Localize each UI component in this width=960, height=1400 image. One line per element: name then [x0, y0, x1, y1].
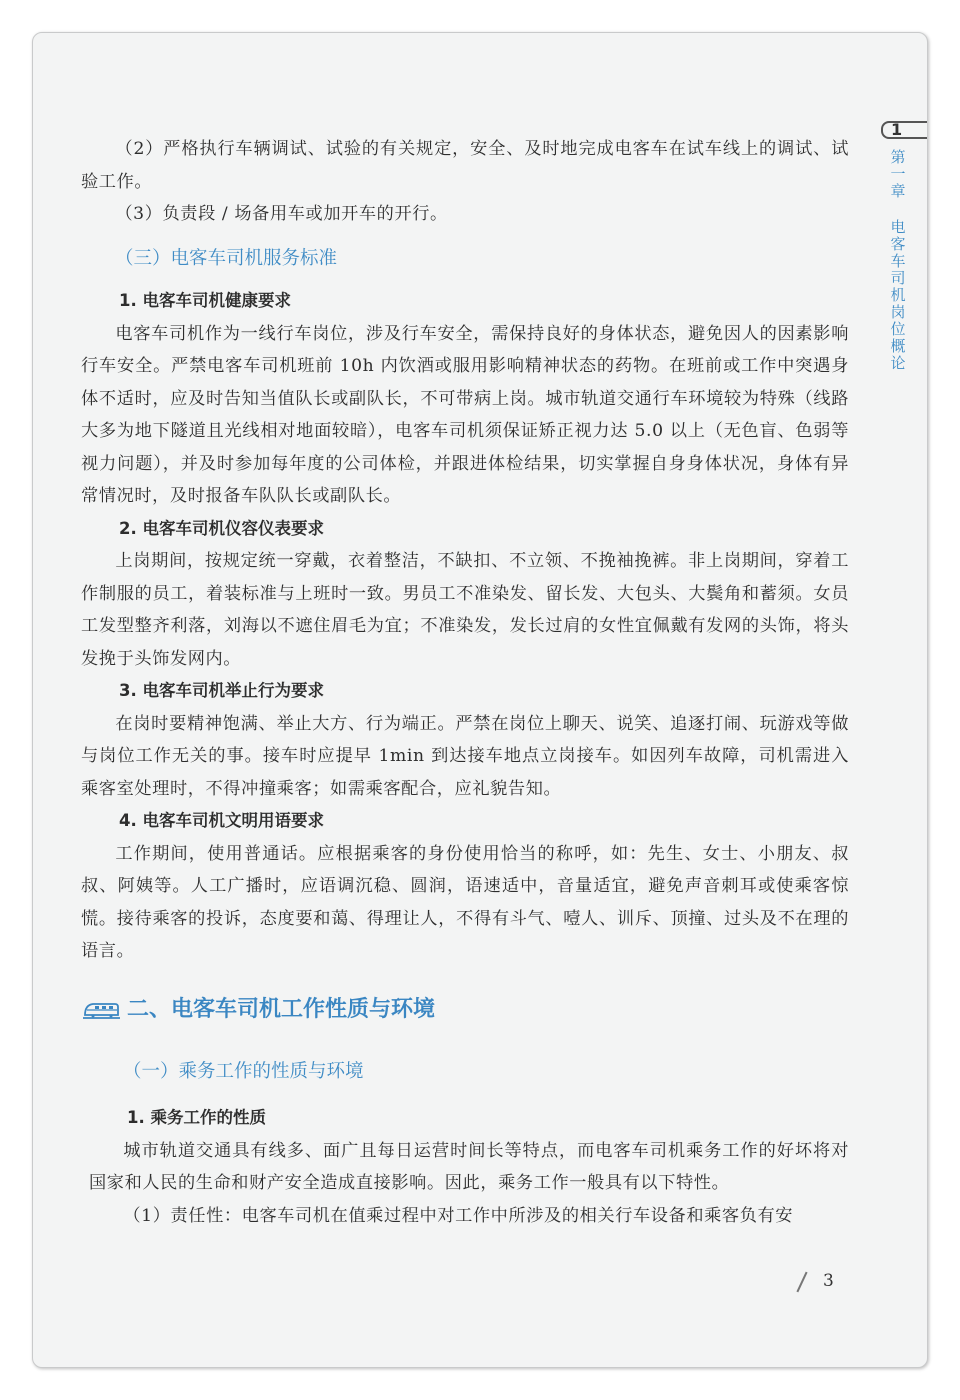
train-icon	[81, 999, 121, 1021]
subsection-heading-service-standards: （三）电客车司机服务标准	[115, 247, 338, 269]
chapter-number-box	[881, 121, 927, 139]
item-text-appearance: 上岗期间，按规定统一穿戴，衣着整洁，不缺扣、不立领、不挽袖挽裤。非上岗期间，穿着工作制服的员工，着装标准与上班时一致。男员工不准染发、留长发、大包头、大鬓角和蓄须。女员工发型整齐利落，刘海以不遮住眉毛为宜；不准染发，发长过肩的女性宜佩戴有发网的头饰，将头发挽于头饰发网内。	[81, 551, 849, 669]
item-text-language: 工作期间，使用普通话。应根据乘客的身份使用恰当的称呼，如：先生、女士、小朋友、叔叔、阿姨等。人工广播时，应语调沉稳、圆润，语速适中，音量适宜，避免声音刺耳或使乘客惊慌。接待乘客的投诉，态度要和蔼、得理让人，不得有斗气、噎人、训斥、顶撞、过头及不在理的语言。	[81, 843, 849, 961]
item-heading-nature: 1. 乘务工作的性质	[127, 1108, 266, 1127]
book-page	[32, 32, 928, 1368]
chapter-title: 电客车司机岗位概论	[890, 218, 906, 372]
section-heading	[81, 992, 849, 1028]
nature-paragraph-1: 城市轨道交通具有线多、面广且每日运营时间长等特点，而电客车司机乘务工作的好坏将对国家和人民的生命和财产安全造成直接影响。因此，乘务工作一般具有以下特性。	[89, 1140, 849, 1193]
item-text-behavior: 在岗时要精神饱满、举止大方、行为端正。严禁在岗位上聊天、说笑、追逐打闹、玩游戏等做与岗位工作无关的事。接车时应提早 1min 到达接车地点立岗接车。如因列车故障，司机需进入乘客室处理时，不得冲撞乘客；如需乘客配合，应礼貌告知。	[81, 713, 849, 799]
chapter-number: 1	[891, 120, 903, 139]
item-heading-appearance: 2. 电客车司机仪容仪表要求	[119, 518, 324, 538]
item-heading-behavior: 3. 电客车司机举止行为要求	[119, 681, 324, 700]
chapter-label: 第一章	[890, 148, 906, 200]
subsection-heading-crew-work: （一）乘务工作的性质与环境	[123, 1060, 364, 1082]
page-number-divider	[796, 1272, 807, 1293]
continuation-paragraph-3: （3）负责段 / 场备用车或加开车的开行。	[115, 204, 448, 224]
nature-paragraph-2: （1）责任性：电客车司机在值乘过程中对工作中所涉及的相关行车设备和乘客负有安	[123, 1205, 794, 1226]
section-title: 二、电客车司机工作性质与环境	[127, 996, 436, 1022]
page-content	[81, 133, 849, 1232]
item-text-health: 电客车司机作为一线行车岗位，涉及行车安全，需保持良好的身体状态，避免因人的因素影响行车安全。严禁电客车司机班前 10h 内饮酒或服用影响精神状态的药物。在班前或工作中突遇身体不适时，应及时告知当值队长或副队长，不可带病上岗。城市轨道交通行车环境较为特殊（线路大多为地下隧道且光线相对地面较暗），电客车司机须保证矫正视力达 5.0 以上（无色盲、色弱等视力问题），并及时参加每年度的公司体检，并跟进体检结果，切实掌握自身身体状况，身体有异常情况时，及时报备车队队长或副队长。	[81, 323, 849, 506]
item-heading-health: 1. 电客车司机健康要求	[119, 291, 291, 310]
item-heading-language: 4. 电客车司机文明用语要求	[119, 811, 324, 830]
page-number: 3	[823, 1271, 834, 1291]
section-2-body	[89, 1056, 849, 1233]
continuation-paragraph-2: （2）严格执行车辆调试、试验的有关规定，安全、及时地完成电客车在试车线上的调试、试验工作。	[81, 139, 849, 192]
